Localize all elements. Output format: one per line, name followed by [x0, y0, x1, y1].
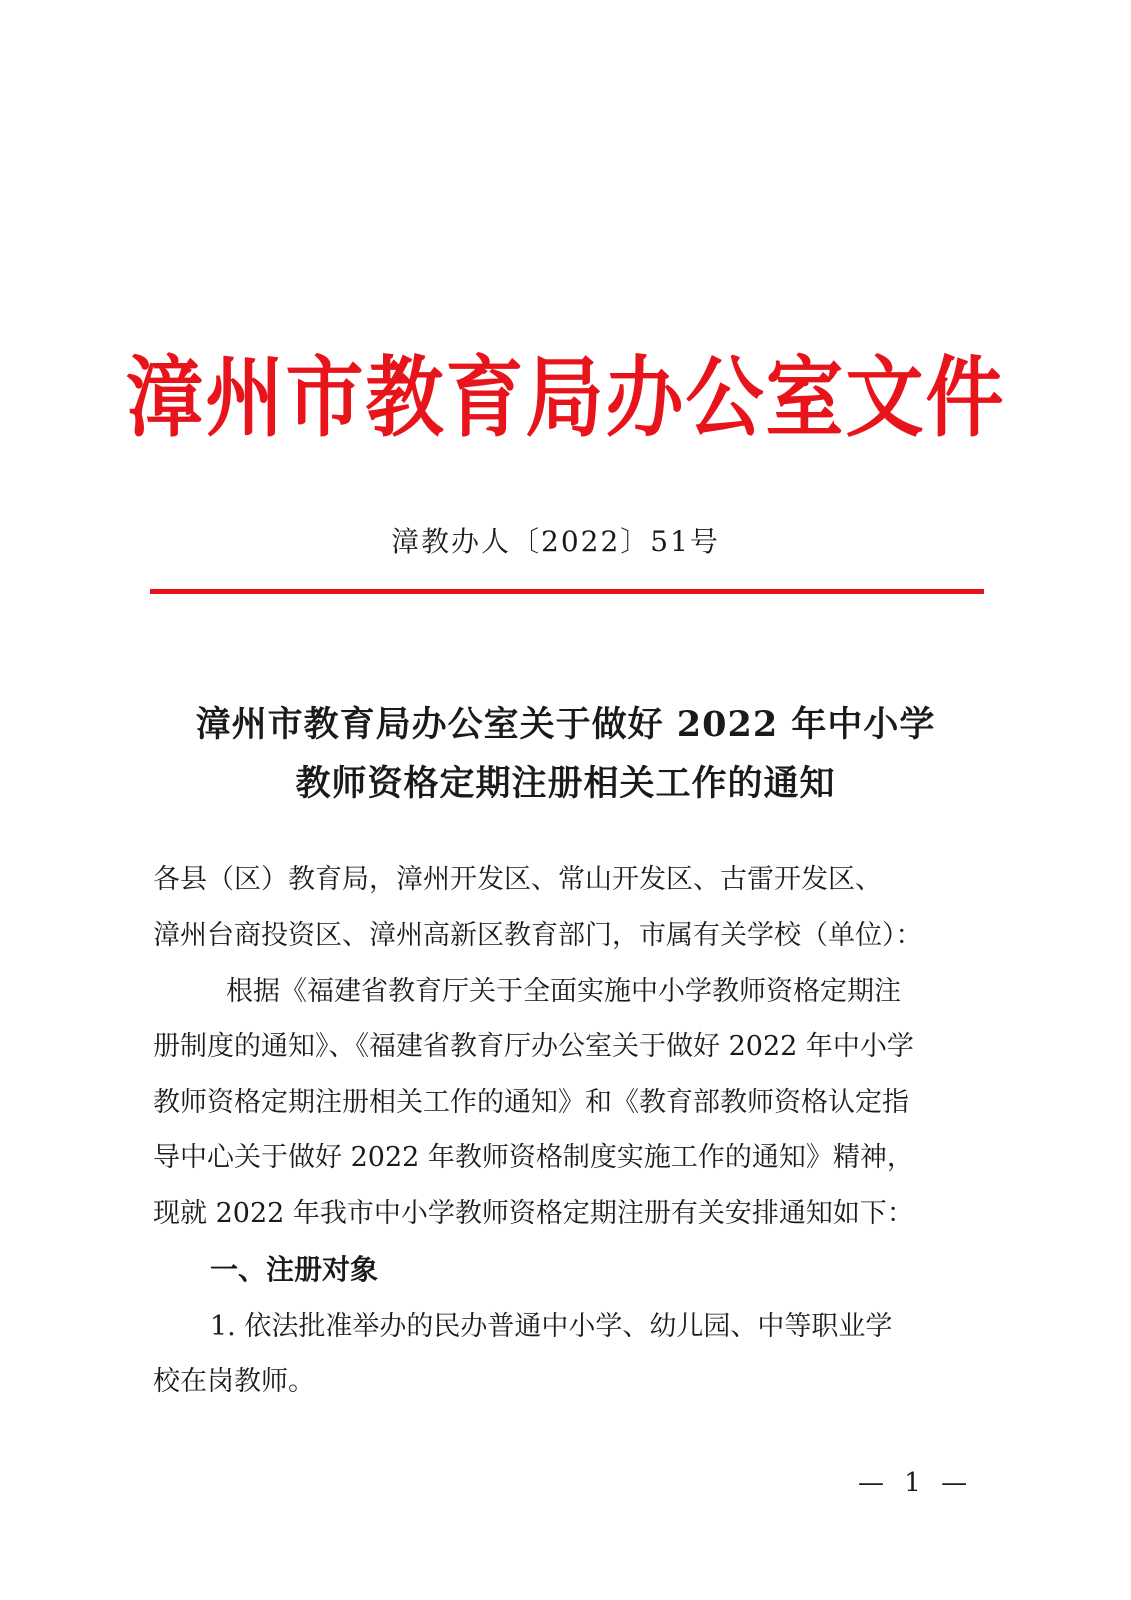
paragraph-1-line-4: 导中心关于做好 2022 年教师资格制度实施工作的通知》精神， [153, 1142, 914, 1173]
page-number: — 1 — [858, 1468, 974, 1498]
section-1-heading: 一、注册对象 [210, 1253, 379, 1286]
masthead-title: 漳州市教育局办公室文件 [125, 347, 1006, 450]
paragraph-1-line-2: 册制度的通知》、《福建省教育厅办公室关于做好 2022 年中小学 [153, 1031, 914, 1062]
red-divider-rule [150, 589, 984, 594]
paragraph-1-line-1: 根据《福建省教育厅关于全面实施中小学教师资格定期注 [226, 976, 901, 1007]
notice-title-line-2: 教师资格定期注册相关工作的通知 [295, 763, 836, 804]
notice-title-line-1: 漳州市教育局办公室关于做好 2022 年中小学 [195, 704, 936, 745]
addressee-line-2: 漳州台商投资区、漳州高新区教育部门，市属有关学校（单位）： [153, 920, 923, 951]
item-1-line-2: 校在岗教师。 [153, 1366, 315, 1397]
document-number: 漳教办人〔2022〕51号 [391, 525, 720, 558]
paragraph-1-line-3: 教师资格定期注册相关工作的通知》和《教育部教师资格认定指 [153, 1087, 909, 1118]
addressee-line-1: 各县（区）教育局，漳州开发区、常山开发区、古雷开发区、 [153, 864, 882, 895]
item-1-line-1: 1. 依法批准举办的民办普通中小学、幼儿园、中等职业学 [210, 1311, 893, 1342]
paragraph-1-line-5: 现就 2022 年我市中小学教师资格定期注册有关安排通知如下： [153, 1198, 914, 1229]
